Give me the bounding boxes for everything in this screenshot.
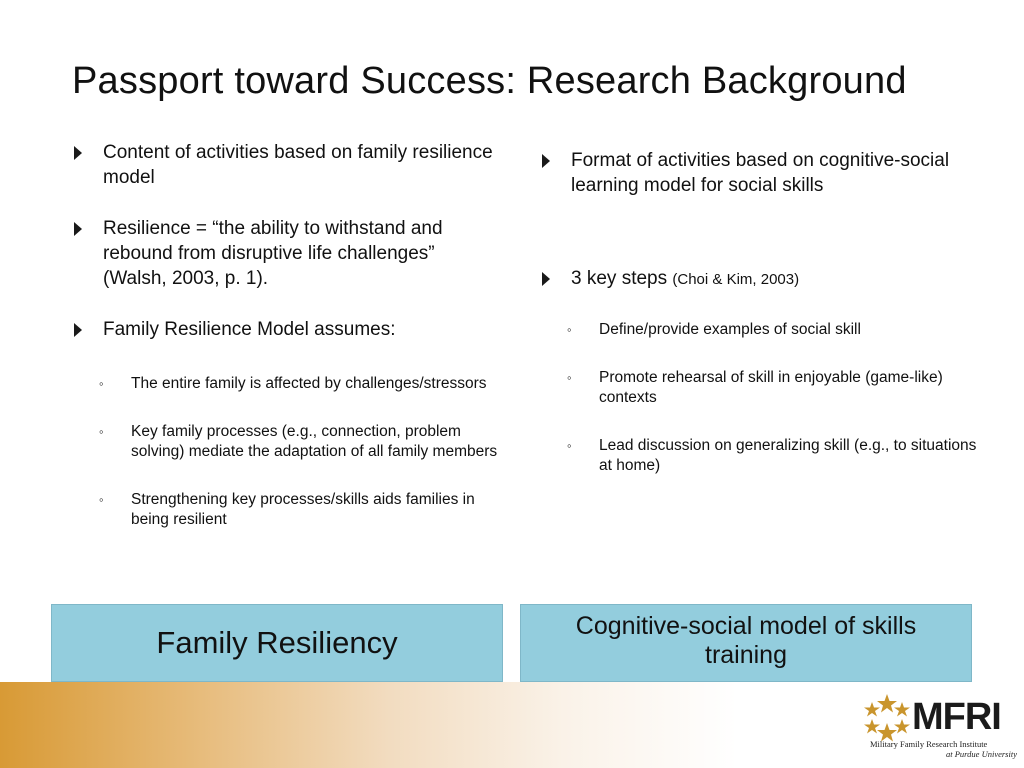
- cognitive-social-box: [520, 604, 972, 682]
- citation-text: (Choi & Kim, 2003): [672, 271, 800, 288]
- bullet-text: Resilience = “the ability to withstand and rebound from disruptive life challenges” (Walsh, 2003, p. 1).: [103, 218, 443, 289]
- bullet-text: Family Resilience Model assumes:: [103, 319, 396, 340]
- circle-bullet-icon: ◦: [567, 322, 572, 337]
- bullet-arrow-icon: [74, 146, 82, 160]
- bullet-arrow-icon: [74, 222, 82, 236]
- sub-bullet: [540, 368, 980, 408]
- sub-bullet-text: Strengthening key processes/skills aids families in being resilient: [131, 491, 475, 528]
- sub-bullet-text: Promote rehearsal of skill in enjoyable (game-like) contexts: [599, 369, 943, 406]
- slide-title: Passport toward Success: Research Background: [72, 60, 907, 102]
- circle-bullet-icon: ◦: [99, 424, 104, 439]
- circle-bullet-icon: ◦: [567, 438, 572, 453]
- sub-bullet: [540, 320, 980, 340]
- sub-bullet: [72, 490, 502, 530]
- bullet-text: Format of activities based on cognitive-social learning model for social skills: [571, 150, 950, 196]
- sub-bullet-text: Lead discussion on generalizing skill (e.g., to situations at home): [599, 437, 977, 474]
- logo-institute-name: Military Family Research Institute: [870, 739, 988, 749]
- circle-bullet-icon: ◦: [99, 492, 104, 507]
- bullet-format-activities: [540, 148, 980, 198]
- bullet-key-steps: [540, 266, 980, 292]
- logo-university-name: at Purdue University: [946, 749, 1017, 759]
- logo-wordmark: MFRI: [912, 696, 1001, 738]
- bullet-arrow-icon: [74, 323, 82, 337]
- bullet-text: Content of activities based on family resilience model: [103, 142, 493, 188]
- bullet-arrow-icon: [542, 272, 550, 286]
- sub-bullet-text: Define/provide examples of social skill: [599, 321, 861, 338]
- bullet-arrow-icon: [542, 154, 550, 168]
- sub-bullet-text: Key family processes (e.g., connection, problem solving) mediate the adaptation of all family members: [131, 423, 498, 460]
- mfri-logo: [862, 692, 1022, 762]
- sub-bullet: [72, 422, 502, 462]
- bullet-resilience-definition: [72, 216, 502, 291]
- family-resiliency-label: Family Resiliency: [156, 625, 398, 660]
- bullet-text: 3 key steps: [571, 268, 668, 289]
- sub-bullet: [72, 374, 502, 394]
- family-resiliency-box: [51, 604, 503, 682]
- bullet-family-resilience: [72, 140, 502, 190]
- sub-bullet-text: The entire family is affected by challenges/stressors: [131, 375, 487, 392]
- cognitive-social-label: Cognitive-social model of skills training: [575, 612, 917, 669]
- right-column: [540, 148, 980, 476]
- circle-bullet-icon: ◦: [99, 376, 104, 391]
- circle-bullet-icon: ◦: [567, 370, 572, 385]
- sub-bullet: [540, 436, 980, 476]
- star-circle-icon: [862, 692, 912, 742]
- left-column: [72, 140, 502, 530]
- bullet-model-assumes: [72, 317, 502, 342]
